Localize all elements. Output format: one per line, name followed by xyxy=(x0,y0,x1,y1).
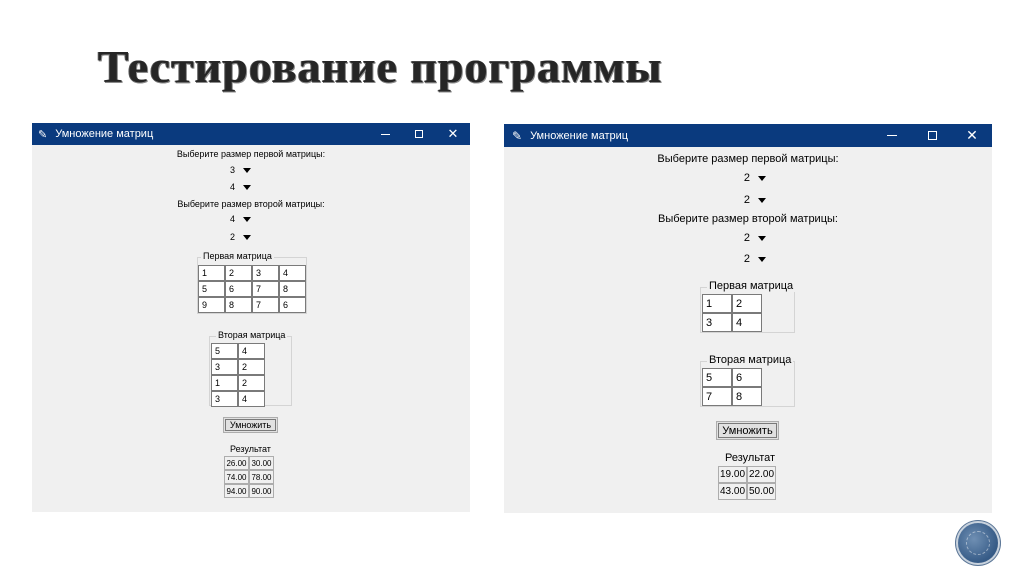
result-cell: 26.00 xyxy=(224,456,249,470)
second-rows-combo[interactable] xyxy=(223,214,251,224)
first-matrix-cell[interactable]: 8 xyxy=(279,281,306,297)
second-cols-combo-value: 2 xyxy=(229,232,235,242)
maximize-icon[interactable] xyxy=(402,123,436,145)
window-right xyxy=(504,124,992,513)
second-matrix-cell[interactable]: 5 xyxy=(702,368,732,387)
first-cols-combo-value: 2 xyxy=(743,194,750,206)
chevron-down-icon[interactable] xyxy=(758,176,766,181)
second-rows-combo[interactable] xyxy=(738,232,766,244)
first-rows-combo-value: 3 xyxy=(229,165,235,175)
minimize-icon[interactable] xyxy=(368,123,402,145)
second-matrix-cell[interactable]: 2 xyxy=(238,375,265,391)
first-matrix-cell[interactable]: 9 xyxy=(198,297,225,313)
result-label: Результат xyxy=(230,444,271,454)
feather-icon: ✎ xyxy=(512,128,523,143)
multiply-button[interactable]: Умножить xyxy=(223,417,278,433)
first-cols-combo-value: 4 xyxy=(229,182,235,192)
first-cols-combo[interactable] xyxy=(738,194,766,206)
second-matrix-cell[interactable]: 1 xyxy=(211,375,238,391)
first-rows-combo-value: 2 xyxy=(743,172,750,184)
window-title: Умножение матриц xyxy=(55,128,154,140)
first-matrix-cell[interactable]: 7 xyxy=(252,297,279,313)
result-cell: 43.00 xyxy=(718,483,747,500)
second-matrix-cell[interactable]: 4 xyxy=(238,391,265,407)
first-matrix-cell[interactable]: 6 xyxy=(225,281,252,297)
second-size-label: Выберите размер второй матрицы: xyxy=(658,213,838,225)
result-label: Результат xyxy=(725,452,776,464)
second-matrix-cell[interactable]: 5 xyxy=(211,343,238,359)
result-cell: 74.00 xyxy=(224,470,249,484)
first-matrix-cell[interactable]: 1 xyxy=(702,294,732,313)
second-matrix-cell[interactable]: 2 xyxy=(238,359,265,375)
window-titlebar[interactable] xyxy=(504,124,992,147)
maximize-icon[interactable] xyxy=(912,124,952,147)
close-icon[interactable]: ✕ xyxy=(966,127,978,144)
multiply-button[interactable]: Умножить xyxy=(716,421,779,440)
second-rows-combo-value: 2 xyxy=(743,232,750,244)
first-matrix-cell[interactable]: 1 xyxy=(198,265,225,281)
close-icon[interactable]: ✕ xyxy=(447,126,459,142)
first-matrix-cell[interactable]: 5 xyxy=(198,281,225,297)
window-titlebar[interactable] xyxy=(32,123,470,145)
second-matrix-cell[interactable]: 3 xyxy=(211,359,238,375)
second-matrix-label: Вторая матрица xyxy=(709,354,792,366)
chevron-down-icon[interactable] xyxy=(758,236,766,241)
second-rows-combo-value: 4 xyxy=(229,214,235,224)
result-cell: 94.00 xyxy=(224,484,249,498)
result-cell: 50.00 xyxy=(747,483,776,500)
first-matrix-label: Первая матрица xyxy=(203,251,272,261)
second-matrix-cell[interactable]: 6 xyxy=(732,368,762,387)
first-matrix-cell[interactable]: 4 xyxy=(279,265,306,281)
second-cols-combo[interactable] xyxy=(223,232,251,242)
first-size-label: Выберите размер первой матрицы: xyxy=(176,149,326,159)
first-matrix-cell[interactable]: 2 xyxy=(732,294,762,313)
result-cell: 30.00 xyxy=(249,456,274,470)
window-left xyxy=(32,123,470,512)
result-cell: 22.00 xyxy=(747,466,776,483)
result-cell: 90.00 xyxy=(249,484,274,498)
feather-icon: ✎ xyxy=(38,128,48,141)
first-matrix-cell[interactable]: 6 xyxy=(279,297,306,313)
second-cols-combo-value: 2 xyxy=(743,253,750,265)
second-matrix-cell[interactable]: 8 xyxy=(732,387,762,406)
first-matrix-cell[interactable]: 8 xyxy=(225,297,252,313)
first-rows-combo[interactable] xyxy=(223,165,251,175)
presentation-logo-icon xyxy=(958,523,998,563)
first-matrix-cell[interactable]: 4 xyxy=(732,313,762,332)
first-matrix-cell[interactable]: 7 xyxy=(252,281,279,297)
chevron-down-icon[interactable] xyxy=(243,235,251,240)
second-matrix-cell[interactable]: 3 xyxy=(211,391,238,407)
second-matrix-label: Вторая матрица xyxy=(218,330,286,340)
first-matrix-label: Первая матрица xyxy=(709,280,794,292)
first-matrix-cell[interactable]: 2 xyxy=(225,265,252,281)
first-rows-combo[interactable] xyxy=(738,172,766,184)
result-cell: 78.00 xyxy=(249,470,274,484)
first-matrix-cell[interactable]: 3 xyxy=(252,265,279,281)
window-title: Умножение матриц xyxy=(530,129,629,142)
chevron-down-icon[interactable] xyxy=(758,257,766,262)
chevron-down-icon[interactable] xyxy=(243,185,251,190)
chevron-down-icon[interactable] xyxy=(243,217,251,222)
chevron-down-icon[interactable] xyxy=(243,168,251,173)
second-size-label: Выберите размер второй матрицы: xyxy=(177,199,325,209)
first-size-label: Выберите размер первой матрицы: xyxy=(657,153,839,165)
second-cols-combo[interactable] xyxy=(738,253,766,265)
first-cols-combo[interactable] xyxy=(223,182,251,192)
minimize-icon[interactable] xyxy=(872,124,912,147)
second-matrix-cell[interactable]: 7 xyxy=(702,387,732,406)
slide-title: Тестирование программы xyxy=(98,41,663,92)
first-matrix-cell[interactable]: 3 xyxy=(702,313,732,332)
result-cell: 19.00 xyxy=(718,466,747,483)
chevron-down-icon[interactable] xyxy=(758,198,766,203)
second-matrix-cell[interactable]: 4 xyxy=(238,343,265,359)
